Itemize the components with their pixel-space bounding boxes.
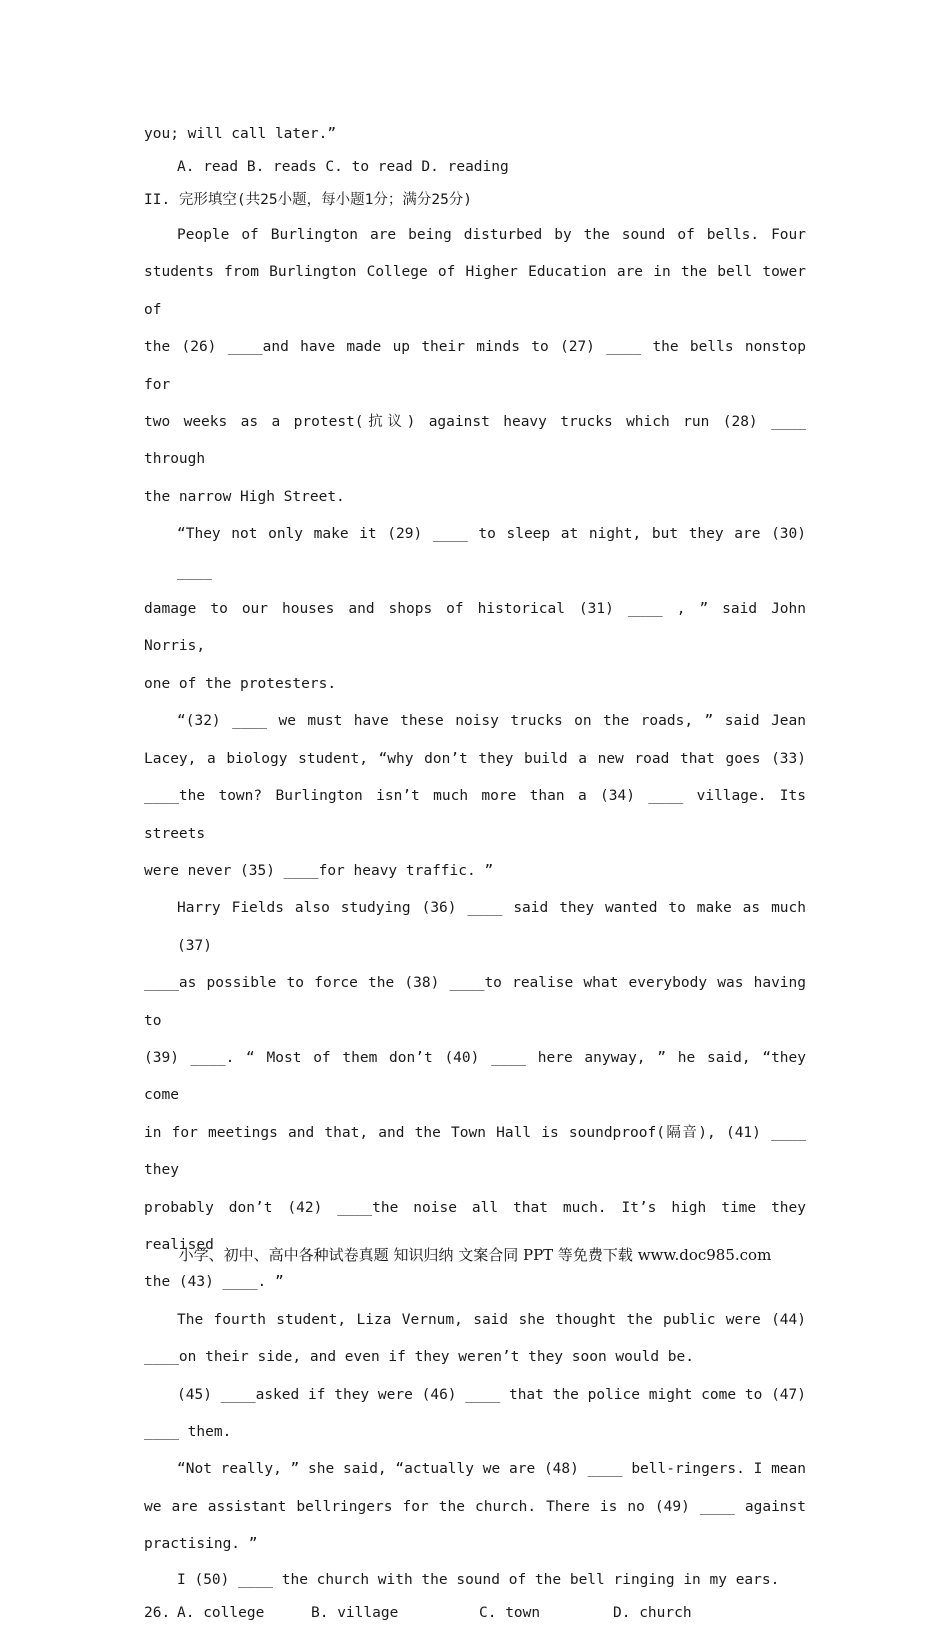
passage-line: one of the protesters. (144, 675, 337, 692)
passage-line: in for meetings and that, and the Town Hall is soundproof(隔音), (41) ____ they (144, 1124, 806, 1179)
previous-question-options: A. read B. reads C. to read D. reading (177, 159, 509, 175)
passage-line: the narrow High Street. (144, 488, 345, 505)
option-b: B. village (311, 1604, 399, 1621)
passage-line: ____on their side, and even if they weren’t they soon would be. (144, 1349, 694, 1366)
passage-line: “(32) ____ we must have these noisy trucks on the roads, ” said Jean (177, 713, 806, 730)
passage-line: the (26) ____and have made up their minds to (27) ____ the bells nonstop for (144, 339, 806, 393)
passage-line: ____as possible to force the (38) ____to realise what everybody was having to (144, 975, 806, 1029)
passage-line: probably don’t (42) ____the noise all that much. It’s high time they realised (144, 1199, 806, 1253)
option-c: C. town (479, 1604, 541, 1621)
passage-line: Harry Fields also studying (36) ____ said they wanted to make as much (37) (177, 900, 806, 954)
passage-line: “They not only make it (29) ____ to sleep at night, but they are (30) ____ (177, 526, 806, 580)
footer-watermark: 小学、初中、高中各种试卷真题 知识归纳 文案合同 PPT 等免费下载 www.doc985.com (178, 1246, 772, 1264)
passage-line: (45) ____asked if they were (46) ____ that the police might come to (47) (177, 1386, 806, 1403)
document-body (144, 118, 806, 1630)
passage-line: practising. ” (144, 1536, 258, 1553)
passage-line: the (43) ____. ” (144, 1274, 284, 1291)
passage-line: we are assistant bellringers for the church. There is no (49) ____ against (144, 1498, 806, 1515)
passage-line: damage to our houses and shops of historical (31) ____ , ” said John Norris, (144, 601, 806, 655)
passage-line: ____ them. (144, 1424, 232, 1440)
option-d: D. church (613, 1604, 692, 1621)
passage-line: The fourth student, Liza Vernum, said she thought the public were (44) (177, 1311, 806, 1328)
question-26-options (144, 1597, 806, 1630)
passage-line: (39) ____. “ Most of them don’t (40) ____ here anyway, ” he said, “they come (144, 1049, 806, 1104)
passage-line: “Not really, ” she said, “actually we are (48) ____ bell-ringers. I mean (177, 1461, 806, 1478)
passage-line: I (50) ____ the church with the sound of the bell ringing in my ears. (177, 1571, 780, 1588)
passage-line: People of Burlington are being disturbed by the sound of bells. Four (177, 227, 806, 243)
passage-line: ____the town? Burlington isn’t much more than a (34) ____ village. Its streets (144, 788, 806, 842)
previous-question-tail: you; will call later.” (144, 126, 337, 142)
question-number: 26. (144, 1604, 171, 1621)
option-a: A. college (177, 1604, 265, 1621)
passage-line: Lacey, a biology student, “why don’t they build a new road that goes (33) (144, 750, 806, 767)
passage-line: students from Burlington College of Higher Education are in the bell tower of (144, 264, 806, 318)
passage-line: two weeks as a protest(抗议) against heavy trucks which run (28) ____ through (144, 414, 806, 468)
passage-line: were never (35) ____for heavy traffic. ” (144, 862, 494, 879)
section-heading: II. 完形填空(共25小题，每小题1分；满分25分) (144, 192, 473, 208)
